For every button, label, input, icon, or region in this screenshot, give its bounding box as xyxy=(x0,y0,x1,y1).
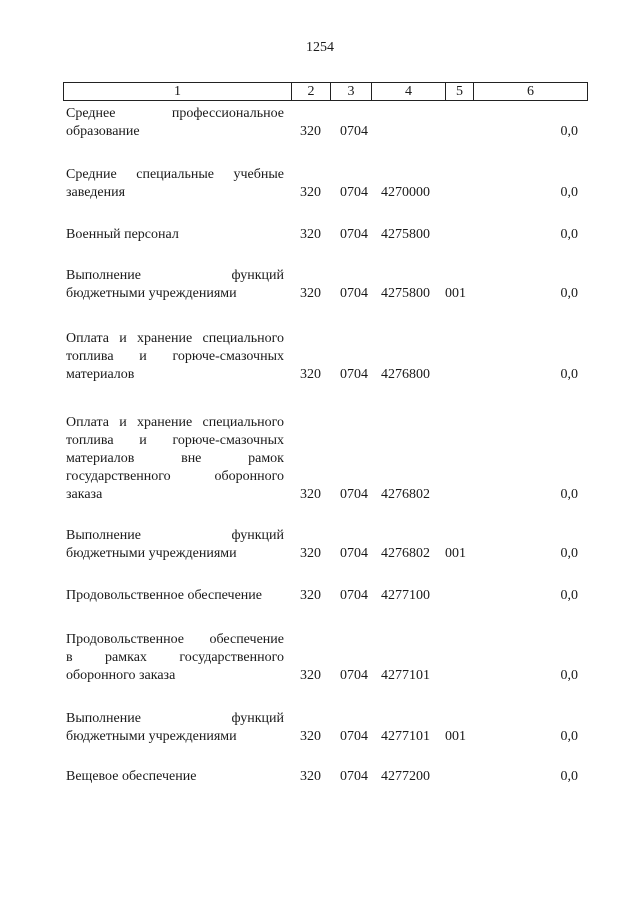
row-name-line: материалов вне рамок xyxy=(66,451,284,466)
row-c4: 4270000 xyxy=(381,185,430,200)
row-c3: 0704 xyxy=(340,367,368,382)
row-name-line: оборонного заказа xyxy=(66,668,176,683)
row-c6: 0,0 xyxy=(560,487,578,502)
table-header xyxy=(63,82,588,101)
row-name-line: государственного оборонного xyxy=(66,469,284,484)
table-row xyxy=(0,710,640,746)
row-name-line: Продовольственное обеспечение xyxy=(66,588,262,603)
row-c2: 320 xyxy=(300,227,321,242)
row-c4: 4277101 xyxy=(381,668,430,683)
row-name-line: образование xyxy=(66,124,140,139)
row-c6: 0,0 xyxy=(560,588,578,603)
row-c3: 0704 xyxy=(340,286,368,301)
header-col-4: 4 xyxy=(372,83,446,100)
table-row xyxy=(0,166,640,202)
row-c3: 0704 xyxy=(340,769,368,784)
row-name-line: заказа xyxy=(66,487,103,502)
row-name xyxy=(66,768,284,786)
row-name-line: бюджетными учреждениями xyxy=(66,546,237,561)
row-name-line: бюджетными учреждениями xyxy=(66,729,237,744)
table-row xyxy=(0,330,640,384)
row-name-line: заведения xyxy=(66,185,126,200)
row-c2: 320 xyxy=(300,286,321,301)
row-c4: 4276800 xyxy=(381,367,430,382)
row-name xyxy=(66,414,284,504)
row-c2: 320 xyxy=(300,588,321,603)
row-name-line: Выполнение функций xyxy=(66,528,284,543)
row-c5: 001 xyxy=(445,286,466,301)
table-row xyxy=(0,105,640,141)
row-name xyxy=(66,631,284,685)
row-c4: 4276802 xyxy=(381,487,430,502)
header-col-6: 6 xyxy=(527,84,534,99)
row-name xyxy=(66,105,284,141)
row-c5: 001 xyxy=(445,729,466,744)
table-row xyxy=(0,527,640,563)
row-c2: 320 xyxy=(300,729,321,744)
row-name-line: материалов xyxy=(66,367,135,382)
row-name-line: топлива и горюче-смазочных xyxy=(66,349,284,364)
table-row xyxy=(0,768,640,786)
row-name xyxy=(66,226,284,244)
row-c2: 320 xyxy=(300,367,321,382)
row-c6: 0,0 xyxy=(560,185,578,200)
table-row xyxy=(0,267,640,303)
row-name xyxy=(66,527,284,563)
row-name xyxy=(66,330,284,384)
row-name-line: Выполнение функций xyxy=(66,711,284,726)
row-name xyxy=(66,587,284,605)
table-row xyxy=(0,587,640,605)
row-c3: 0704 xyxy=(340,227,368,242)
row-name-line: в рамках государственного xyxy=(66,650,284,665)
row-name-line: Оплата и хранение специального xyxy=(66,415,284,430)
row-c4: 4277100 xyxy=(381,588,430,603)
row-name-line: Военный персонал xyxy=(66,227,179,242)
row-c6: 0,0 xyxy=(560,367,578,382)
row-name-line: Оплата и хранение специального xyxy=(66,331,284,346)
row-name-line: Продовольственное обеспечение xyxy=(66,632,284,647)
row-name-line: Вещевое обеспечение xyxy=(66,769,197,784)
row-c4: 4276802 xyxy=(381,546,430,561)
row-c6: 0,0 xyxy=(560,668,578,683)
row-name-line: топлива и горюче-смазочных xyxy=(66,433,284,448)
row-c6: 0,0 xyxy=(560,729,578,744)
row-c5: 001 xyxy=(445,546,466,561)
row-c3: 0704 xyxy=(340,546,368,561)
row-c4: 4275800 xyxy=(381,227,430,242)
row-c3: 0704 xyxy=(340,729,368,744)
header-col-1: 1 xyxy=(64,83,292,100)
row-name xyxy=(66,166,284,202)
row-c4: 4275800 xyxy=(381,286,430,301)
row-c2: 320 xyxy=(300,487,321,502)
table-row xyxy=(0,226,640,244)
table-row xyxy=(0,631,640,685)
header-col-3: 3 xyxy=(331,83,372,100)
row-name-line: Средние специальные учебные xyxy=(66,167,284,182)
row-name-line: Среднее профессиональное xyxy=(66,106,284,121)
header-col-5: 5 xyxy=(446,83,474,100)
header-col-2: 2 xyxy=(292,83,331,100)
row-c4: 4277101 xyxy=(381,729,430,744)
row-c2: 320 xyxy=(300,546,321,561)
row-c2: 320 xyxy=(300,185,321,200)
row-c6: 0,0 xyxy=(560,286,578,301)
row-name xyxy=(66,710,284,746)
row-name-line: Выполнение функций xyxy=(66,268,284,283)
row-c3: 0704 xyxy=(340,668,368,683)
row-name xyxy=(66,267,284,303)
row-c6: 0,0 xyxy=(560,769,578,784)
row-c6: 0,0 xyxy=(560,124,578,139)
table-row xyxy=(0,414,640,504)
row-c3: 0704 xyxy=(340,487,368,502)
page-number: 1254 xyxy=(306,40,334,55)
row-c4: 4277200 xyxy=(381,769,430,784)
row-c3: 0704 xyxy=(340,588,368,603)
row-c3: 0704 xyxy=(340,124,368,139)
row-c2: 320 xyxy=(300,668,321,683)
row-c2: 320 xyxy=(300,769,321,784)
row-c6: 0,0 xyxy=(560,227,578,242)
row-c2: 320 xyxy=(300,124,321,139)
row-c3: 0704 xyxy=(340,185,368,200)
row-c6: 0,0 xyxy=(560,546,578,561)
row-name-line: бюджетными учреждениями xyxy=(66,286,237,301)
